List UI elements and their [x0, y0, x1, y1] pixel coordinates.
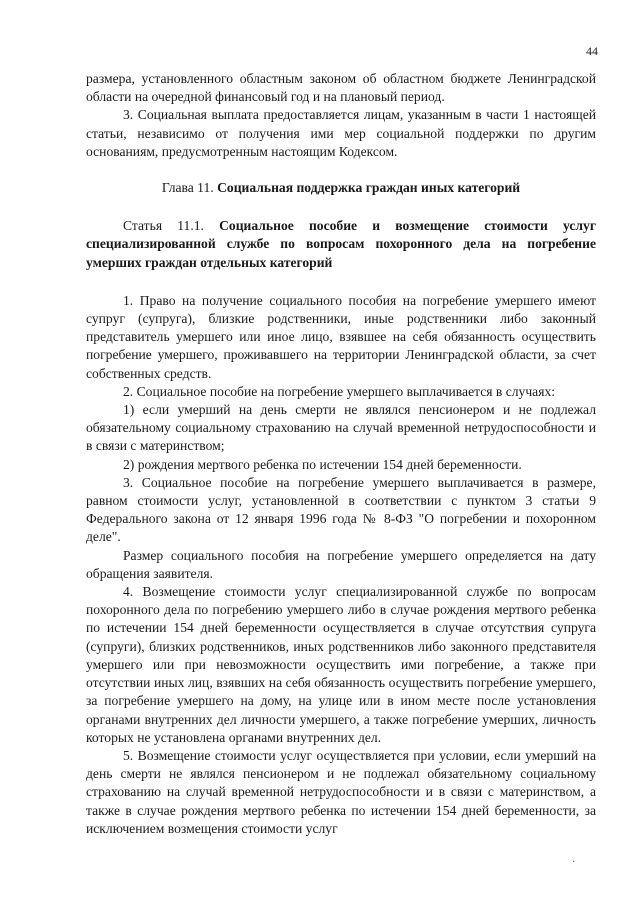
- body-paragraph-5: 5. Возмещение стоимости услуг осуществляется при условии, если умерший на день смерти не являлся пенсионером и не подлежал обязательному социальному страхованию на случай временной нетрудоспособности и в связи с материнством, а также в случае рождения мертвого ребенка по истечении 154 дней беременности, за исключением возмещения стоимости услуг: [86, 747, 596, 836]
- article-heading: [86, 217, 596, 272]
- body-paragraph-2-item-1: 1) если умерший на день смерти не являлся пенсионером и не подлежал обязательному социальному страхованию на случай временной нетрудоспособности и в связи с материнством;: [86, 402, 596, 454]
- article-prefix: Статья 11.1.: [123, 218, 204, 234]
- chapter-title: Социальная поддержка граждан иных категорий: [217, 180, 521, 196]
- body-paragraph-2-item-2: 2) рождения мертвого ребенка по истечении 154 дней беременности.: [123, 456, 522, 472]
- paragraph-continuation: размера, установленного областным законом об областном бюджете Ленинградской области на очередной финансовый год и на плановый период.: [86, 71, 596, 105]
- chapter-heading: [86, 179, 596, 197]
- body-paragraph-2: 2. Социальное пособие на погребение умершего выплачивается в случаях:: [123, 383, 556, 399]
- body-paragraph-4: 4. Возмещение стоимости услуг специализированной службе по вопросам похоронного дела по погребению умершего либо в случае рождения мертвого ребенка по истечении 154 дней беременности осуществляется в случае отсутствия супруга (супруги), близких родственников, иных родственников либо законного представителя умершего или при невозможности осуществить ими погребение, а также при отсутствии иных лиц, взявших на себя обязанность осуществить погребение умершего, за погребение умершего на дому, на улице или в ином месте после установления органами внутренних дел личности умершего, а также погребение умерших, личность которых не установлена органами внутренних дел.: [86, 584, 596, 745]
- paragraph-part-3: 3. Социальная выплата предоставляется лицам, указанным в части 1 настоящей статьи, независимо от получения ими мер социальной поддержки по другим основаниям, предусмотренным настоящим Кодексом.: [86, 107, 596, 159]
- body-paragraph-3: 3. Социальное пособие на погребение умершего выплачивается в размере, равном стоимости услуг, установленной в соответствии с пунктом 3 статьи 9 Федерального закона от 12 января 1996 года № 8-ФЗ "О погребении и похоронном деле".: [86, 474, 596, 545]
- body-paragraph-3-size: Размер социального пособия на погребение умершего определяется на дату обращения заявителя.: [86, 547, 596, 581]
- body-paragraph-1: 1. Право на получение социального пособия на погребение умершего имеют супруг (супруга), близкие родственники, иные родственники либо законный представитель умершего или иное лицо, взявшее на себя обязанность осуществить погребение умершего, проживавшего на территории Ленинградской области, за счет собственных средств.: [86, 292, 596, 381]
- document-content: [86, 70, 596, 838]
- bottom-mark: ·: [572, 857, 576, 868]
- article-title: Социальное пособие и возмещение стоимости услуг специализированной службе по вопросам похоронного дела на погребение умерших граждан отдельных категорий: [86, 218, 596, 270]
- chapter-prefix: Глава 11.: [161, 180, 214, 196]
- page-number: 44: [586, 44, 598, 58]
